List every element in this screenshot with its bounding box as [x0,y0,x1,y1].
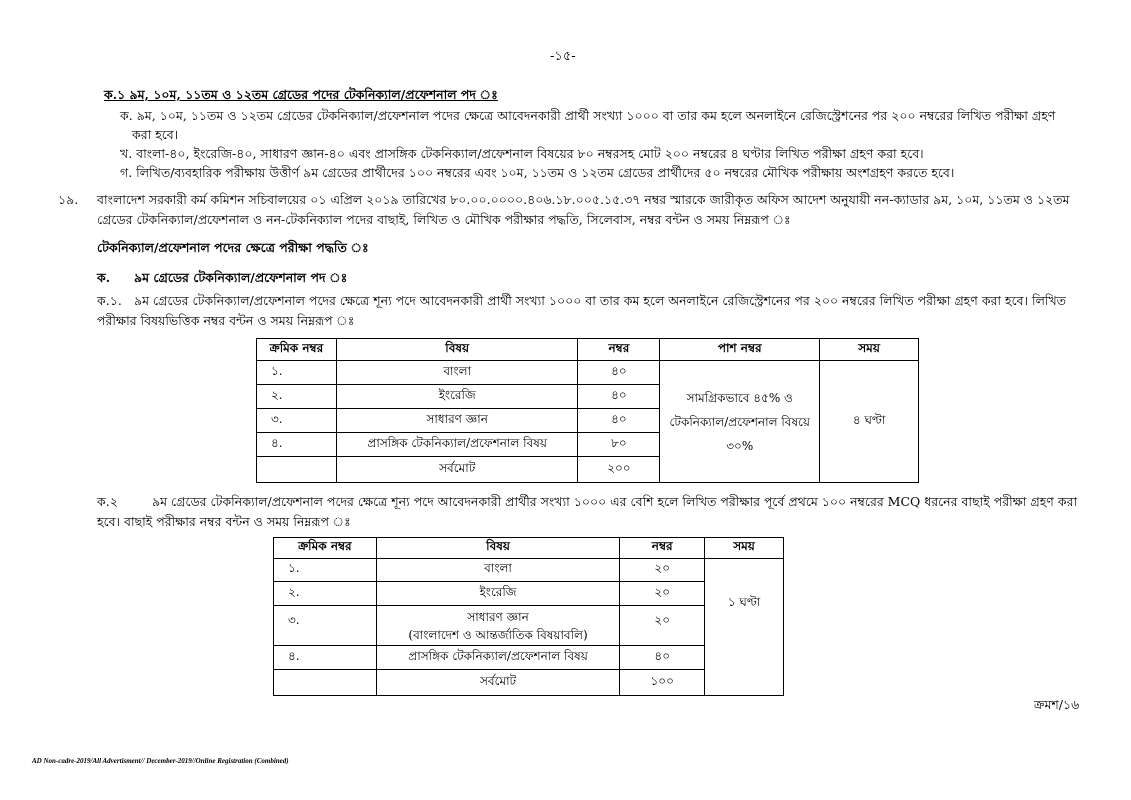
section-ka1-item: করা হবে। [132,127,179,142]
section-19-text: বাংলাদেশ সরকারী কর্ম কমিশন সচিবালয়ের ০১ এপ্রিল ২০১৯ তারিখের ৮০.০০.০০০০.৪০৬.১৮.০০৫.১৫.৩৭ নম্বর স্মারকে জারীকৃত অফিস আদেশ অনুযায়ী নন-ক্যাডার ৯ম, ১০ম, ১১তম ও ১২তম [97,192,1070,207]
table-header: নম্বর [578,339,660,361]
section-19-text: গ্রেডের টেকনিক্যাল/প্রফেশনাল ও নন-টেকনিক্যাল পদের বাছাই, লিখিত ও মৌখিক পরীক্ষার পদ্ধতি, সিলেবাস, নম্বর বন্টন ও সময় নিম্নরূপ ঃ [97,212,791,227]
footer-note: AD Non-cadre-2019/All Advertisment// December-2019//Online Registration (Combined) [32,757,289,765]
time-cell: ১ ঘণ্টা [705,559,784,696]
table-header: সময় [705,538,784,559]
serial-cell: ২. [257,385,337,409]
section-ka1-heading: ক.১ ৯ম, ১০ম, ১১তম ও ১২তম গ্রেডের পদের টেকনিক্যাল/প্রফেশনাল পদ ঃ [104,87,498,102]
subject-cell: ইংরেজি [336,385,578,409]
table-header: নম্বর [620,538,705,559]
total-marks-cell: ১০০ [620,670,705,696]
serial-cell: ৪. [257,433,337,457]
total-marks-cell: ২০০ [578,457,660,483]
subject-cell: বাংলা [336,361,578,385]
table-row [274,559,784,582]
para-ka2-text: ৯ম গ্রেডের টেকনিক্যাল/প্রফেশনাল পদের ক্ষেত্রে শূন্য পদে আবেদনকারী প্রার্থীর সংখ্যা ১০০০ এর বেশি হলে লিখিত পরীক্ষার পূর্বে প্রথমে ১০০ নম্বরের MCQ ধরনের বাছাই পরীক্ষা গ্রহণ করা [152,494,1078,509]
table-row [257,361,919,385]
subject-cell: প্রাসঙ্গিক টেকনিক্যাল/প্রফেশনাল বিষয় [336,433,578,457]
pass-marks-line: সামগ্রিকভাবে ৪৫% ও [686,390,793,405]
marks-cell: ৪০ [578,361,660,385]
serial-cell: ১. [274,559,377,582]
method-heading: টেকনিক্যাল/প্রফেশনাল পদের ক্ষেত্রে পরীক্ষা পদ্ধতি ঃ [97,240,369,255]
section-19-number: ১৯. [58,192,79,207]
table-header: পাশ নম্বর [660,339,820,361]
section-ka1-item: গ. লিখিত/ব্যবহারিক পরীক্ষায় উত্তীর্ণ ৯ম গ্রেডের প্রার্থীদের ১০০ নম্বরের এবং ১০ম, ১১তম ও ১২তম গ্রেডের প্রার্থীদের ৫০ নম্বরের মৌখিক পরীক্ষায় অংশগ্রহণ করতে হবে। [120,165,955,180]
table-header: বিষয় [336,339,578,361]
subject-cell: সাধারণ জ্ঞান [336,409,578,433]
pass-marks-line: টেকনিক্যাল/প্রফেশনাল বিষয়ে [669,414,810,429]
page-number: -১৫- [550,49,576,64]
table-header: সময় [820,339,919,361]
para-ka1-text: পরীক্ষার বিষয়ভিত্তিক নম্বর বন্টন ও সময় নিম্নরূপ ঃ [97,313,355,328]
continued-marker: ক্রমশ/১৬ [1034,697,1080,712]
subject-name: সাধারণ জ্ঞান [467,609,529,624]
total-label-cell: সর্বমোট [376,670,620,696]
subject-note: (বাংলাদেশ ও আন্তর্জাতিক বিষয়াবলি) [408,627,588,642]
para-ka2-text: হবে। বাছাই পরীক্ষার নম্বর বন্টন ও সময় নিম্নরূপ ঃ [97,514,351,529]
marks-cell: ৮০ [578,433,660,457]
marks-cell: ৪০ [578,409,660,433]
marks-cell: ৪০ [620,646,705,670]
marks-cell: ৪০ [578,385,660,409]
section-ka1-item: ক. ৯ম, ১০ম, ১১তম ও ১২তম গ্রেডের টেকনিক্যাল/প্রফেশনাল পদের ক্ষেত্রে আবেদনকারী প্রার্থী সংখ্যা ১০০০ বা তার কম হলে অনলাইনে রেজিস্ট্রেশনের পর ২০০ নম্বরের লিখিত পরীক্ষা গ্রহণ [120,108,1056,123]
subject-cell: প্রাসঙ্গিক টেকনিক্যাল/প্রফেশনাল বিষয় [376,646,620,670]
serial-cell: ১. [257,361,337,385]
subject-cell: ইংরেজি [376,582,620,606]
para-ka1-label: ক.১. [97,293,122,308]
total-label-cell: সর্বমোট [336,457,578,483]
table-header: বিষয় [376,538,620,559]
marks-cell: ২০ [620,606,705,646]
serial-cell: ৩. [257,409,337,433]
table-header: ক্রমিক নম্বর [257,339,337,361]
section-ka1-item: খ. বাংলা-৪০, ইংরেজি-৪০, সাধারণ জ্ঞান-৪০ এবং প্রাসঙ্গিক টেকনিক্যাল/প্রফেশনাল বিষয়ের ৮০ নম্বরসহ মোট ২০০ নম্বরের ৪ ঘণ্টার লিখিত পরীক্ষা গ্রহণ করা হবে। [120,146,924,161]
subject-cell [376,606,620,646]
serial-cell: ৪. [274,646,377,670]
table-header: ক্রমিক নম্বর [274,538,377,559]
para-ka2-label: ক.২ [97,494,118,509]
pass-marks-line: ৩০% [726,438,754,453]
exam-table-written [256,338,919,483]
marks-cell: ২০ [620,582,705,606]
para-ka1-text: ৯ম গ্রেডের টেকনিক্যাল/প্রফেশনাল পদের ক্ষেত্রে শূন্য পদে আবেদনকারী প্রার্থী সংখ্যা ১০০০ বা তার কম হলে অনলাইনে রেজিস্ট্রেশনের পর ২০০ নম্বরের লিখিত পরীক্ষা গ্রহণ করা হবে। লিখিত [134,293,1067,308]
pass-marks-cell [660,361,820,483]
sub-ka-text: ৯ম গ্রেডের টেকনিক্যাল/প্রফেশনাল পদ ঃ [134,270,348,285]
subject-cell: বাংলা [376,559,620,582]
serial-cell: ২. [274,582,377,606]
marks-cell: ২০ [620,559,705,582]
time-cell: ৪ ঘণ্টা [820,361,919,483]
serial-cell: ৩. [274,606,377,646]
sub-ka-label: ক. [97,270,111,285]
exam-table-mcq [273,537,784,696]
